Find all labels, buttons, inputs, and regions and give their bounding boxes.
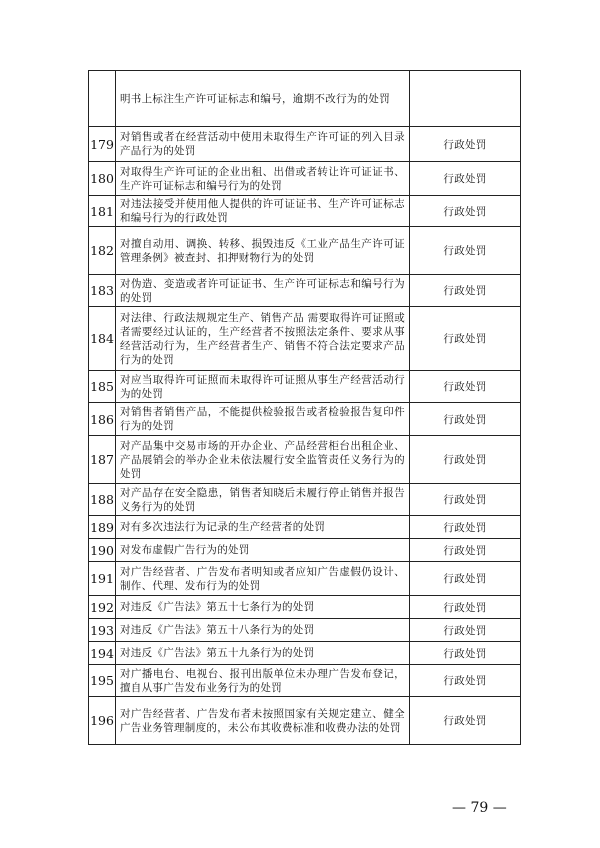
row-type: 行政处罚 [410, 642, 521, 665]
row-number: 195 [89, 665, 116, 697]
table-row [89, 436, 521, 484]
table-row [89, 275, 521, 307]
row-content: 对广播电台、电视台、报刊出版单位未办理广告发布登记，擅自从事广告发布业务行为的处罚 [116, 665, 410, 697]
row-type: 行政处罚 [410, 697, 521, 745]
row-number: 188 [89, 484, 116, 516]
row-content: 对违反《广告法》第五十九条行为的处罚 [116, 642, 410, 665]
table-row [89, 596, 521, 619]
row-type: 行政处罚 [410, 196, 521, 227]
row-number: 190 [89, 539, 116, 562]
table-row [89, 227, 521, 275]
enforcement-items-table [88, 70, 521, 745]
table-row [89, 697, 521, 745]
row-number: 181 [89, 196, 116, 227]
row-type: 行政处罚 [410, 596, 521, 619]
row-type: 行政处罚 [410, 307, 521, 371]
row-content: 对违法接受并使用他人提供的许可证证书、生产许可证标志和编号行为的行政处罚 [116, 196, 410, 227]
row-number [89, 71, 116, 127]
row-content: 对销售或者在经营活动中使用未取得生产许可证的列入目录产品行为的处罚 [116, 127, 410, 162]
row-type: 行政处罚 [410, 403, 521, 436]
row-content: 对有多次违法行为记录的生产经营者的处罚 [116, 516, 410, 539]
row-type: 行政处罚 [410, 127, 521, 162]
table-row [89, 403, 521, 436]
row-content: 对违反《广告法》第五十八条行为的处罚 [116, 619, 410, 642]
row-number: 191 [89, 562, 116, 596]
row-content: 对伪造、变造或者许可证证书、生产许可证标志和编号行为的处罚 [116, 275, 410, 307]
row-content: 对法律、行政法规规定生产、销售产品 需要取得许可证照或者需要经过认证的，生产经营者不按照法定条件、要求从事经营活动行为，生产经营者生产、销售不符合法定要求产品行为的处罚 [116, 307, 410, 371]
row-type: 行政处罚 [410, 516, 521, 539]
row-type [410, 71, 521, 127]
table-row [89, 642, 521, 665]
table-row [89, 516, 521, 539]
row-number: 179 [89, 127, 116, 162]
row-type: 行政处罚 [410, 436, 521, 484]
row-number: 184 [89, 307, 116, 371]
table-row [89, 162, 521, 196]
page-number: — 79 — [452, 800, 507, 816]
row-type: 行政处罚 [410, 562, 521, 596]
row-type: 行政处罚 [410, 665, 521, 697]
row-content: 对销售者销售产品，不能提供检验报告或者检验报告复印件行为的处罚 [116, 403, 410, 436]
table-row [89, 562, 521, 596]
row-number: 183 [89, 275, 116, 307]
table-row [89, 371, 521, 403]
row-type: 行政处罚 [410, 619, 521, 642]
row-content: 对擅自动用、调换、转移、损毁违反《工业产品生产许可证管理条例》被查封、扣押财物行为的处罚 [116, 227, 410, 275]
row-type: 行政处罚 [410, 275, 521, 307]
table-row [89, 484, 521, 516]
row-content: 对取得生产许可证的企业出租、出借或者转让许可证证书、生产许可证标志和编号行为的处罚 [116, 162, 410, 196]
row-type: 行政处罚 [410, 227, 521, 275]
table-row [89, 71, 521, 127]
row-number: 196 [89, 697, 116, 745]
row-number: 192 [89, 596, 116, 619]
row-number: 182 [89, 227, 116, 275]
row-type: 行政处罚 [410, 539, 521, 562]
row-number: 189 [89, 516, 116, 539]
row-content: 对违反《广告法》第五十七条行为的处罚 [116, 596, 410, 619]
table-row [89, 196, 521, 227]
row-content: 对广告经营者、广告发布者明知或者应知广告虚假仍设计、制作、代理、发布行为的处罚 [116, 562, 410, 596]
row-number: 187 [89, 436, 116, 484]
row-type: 行政处罚 [410, 371, 521, 403]
row-content: 对产品集中交易市场的开办企业、产品经营柜台出租企业、产品展销会的举办企业未依法履行安全监管责任义务行为的处罚 [116, 436, 410, 484]
table-row [89, 665, 521, 697]
row-number: 180 [89, 162, 116, 196]
row-type: 行政处罚 [410, 162, 521, 196]
row-content: 对发布虚假广告行为的处罚 [116, 539, 410, 562]
row-number: 185 [89, 371, 116, 403]
row-number: 193 [89, 619, 116, 642]
table-body [89, 71, 521, 745]
row-type: 行政处罚 [410, 484, 521, 516]
row-number: 186 [89, 403, 116, 436]
table-row [89, 127, 521, 162]
row-content: 明书上标注生产许可证标志和编号，逾期不改行为的处罚 [116, 71, 410, 127]
row-number: 194 [89, 642, 116, 665]
row-content: 对产品存在安全隐患，销售者知晓后未履行停止销售并报告义务行为的处罚 [116, 484, 410, 516]
row-content: 对应当取得许可证照而未取得许可证照从事生产经营活动行为的处罚 [116, 371, 410, 403]
table-row [89, 539, 521, 562]
table-row [89, 307, 521, 371]
table-row [89, 619, 521, 642]
row-content: 对广告经营者、广告发布者未按照国家有关规定建立、健全广告业务管理制度的，未公布其收费标准和收费办法的处罚 [116, 697, 410, 745]
